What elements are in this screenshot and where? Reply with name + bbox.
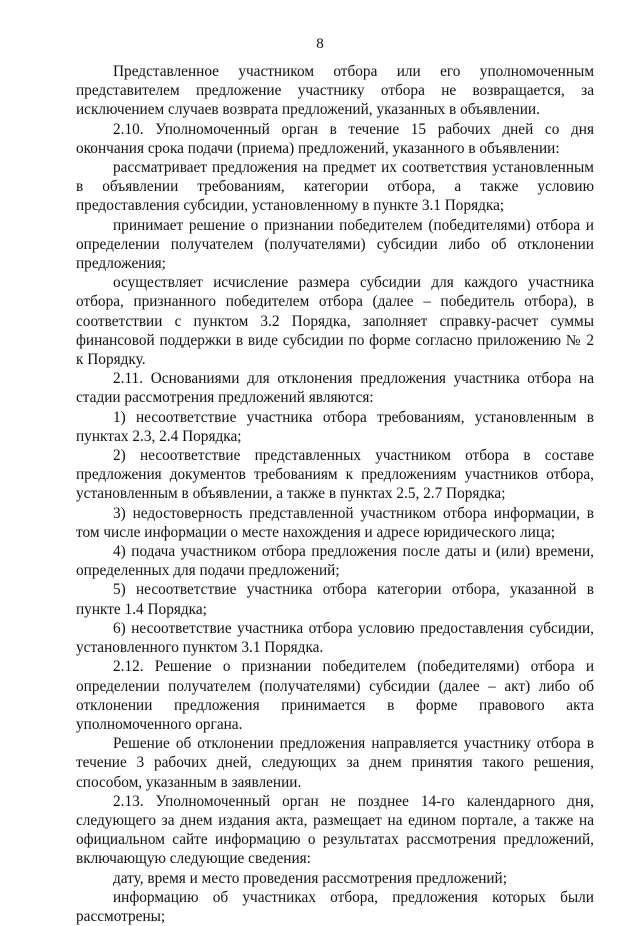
- paragraph: 2.10. Уполномоченный орган в течение 15 рабочих дней со дня окончания срока подачи (приема) предложений, указанного в объявлении:: [76, 120, 594, 157]
- paragraph: принимает решение о признании победителем (победителями) отбора и определении получателем (получателями) субсидии либо об отклонении предложения;: [76, 216, 594, 273]
- paragraph: Представленное участником отбора или его уполномоченным представителем предложение участнику отбора не возвращается, за исключением случаев возврата предложений, указанных в объявлении.: [76, 63, 594, 119]
- paragraph: Решение об отклонении предложения направляется участнику отбора в течение 3 рабочих дней, следующих за днем принятия такого решения, способом, указанным в заявлении.: [76, 735, 594, 791]
- paragraph: 4) подача участником отбора предложения после даты и (или) времени, определенных для подачи предложений;: [76, 543, 594, 580]
- paragraph: 6) несоответствие участника отбора условию предоставления субсидии, установленного пунктом 3.1 Порядка.: [76, 619, 594, 657]
- paragraph: дату, время и место проведения рассмотрения предложений;: [113, 869, 507, 887]
- paragraph: информацию об участниках отбора, предложения которых были рассмотрены;: [76, 888, 594, 925]
- paragraph: 2.12. Решение о признании победителем (победителями) отбора и определении получателем (получателями) субсидии (далее – акт) либо об отклонении предложения принимается в форме правового акта уполномоченного органа.: [76, 658, 594, 733]
- document-body: [76, 62, 594, 926]
- paragraph: 2.13. Уполномоченный орган не позднее 14-го календарного дня, следующего за днем издания акта, размещает на едином портале, а также на официальном сайте информацию о результатах рассмотрения предложений, включающую следующие сведения:: [76, 792, 594, 868]
- paragraph: 2) несоответствие представленных участником отбора в составе предложения документов требованиям к предложениям участников отбора, установленным в объявлении, а также в пунктах 2.5, 2.7 Порядка;: [76, 447, 594, 503]
- page-number: 8: [316, 36, 324, 52]
- paragraph: рассматривает предложения на предмет их соответствия установленным в объявлении требованиям, категории отбора, а также условию предоставления субсидии, установленному в пункте 3.1 Порядка;: [76, 159, 594, 215]
- paragraph: 2.11. Основаниями для отклонения предложения участника отбора на стадии рассмотрения предложений являются:: [76, 370, 594, 407]
- paragraph: 3) недостоверность представленной участником отбора информации, в том числе информации о месте нахождения и адресе юридического лица;: [76, 504, 594, 541]
- paragraph: осуществляет исчисление размера субсидии для каждого участника отбора, признанного победителем отбора (далее – победитель отбора), в соответствии с пунктом 3.2 Порядка, заполняет справку-расчет суммы финансовой поддержки в виде субсидии по форме согласно приложению № 2 к Порядку.: [76, 274, 594, 369]
- paragraph: 5) несоответствие участника отбора категории отбора, указанной в пункте 1.4 Порядка;: [76, 581, 594, 618]
- paragraph: 1) несоответствие участника отбора требованиям, установленным в пунктах 2.3, 2.4 Порядка;: [76, 408, 594, 445]
